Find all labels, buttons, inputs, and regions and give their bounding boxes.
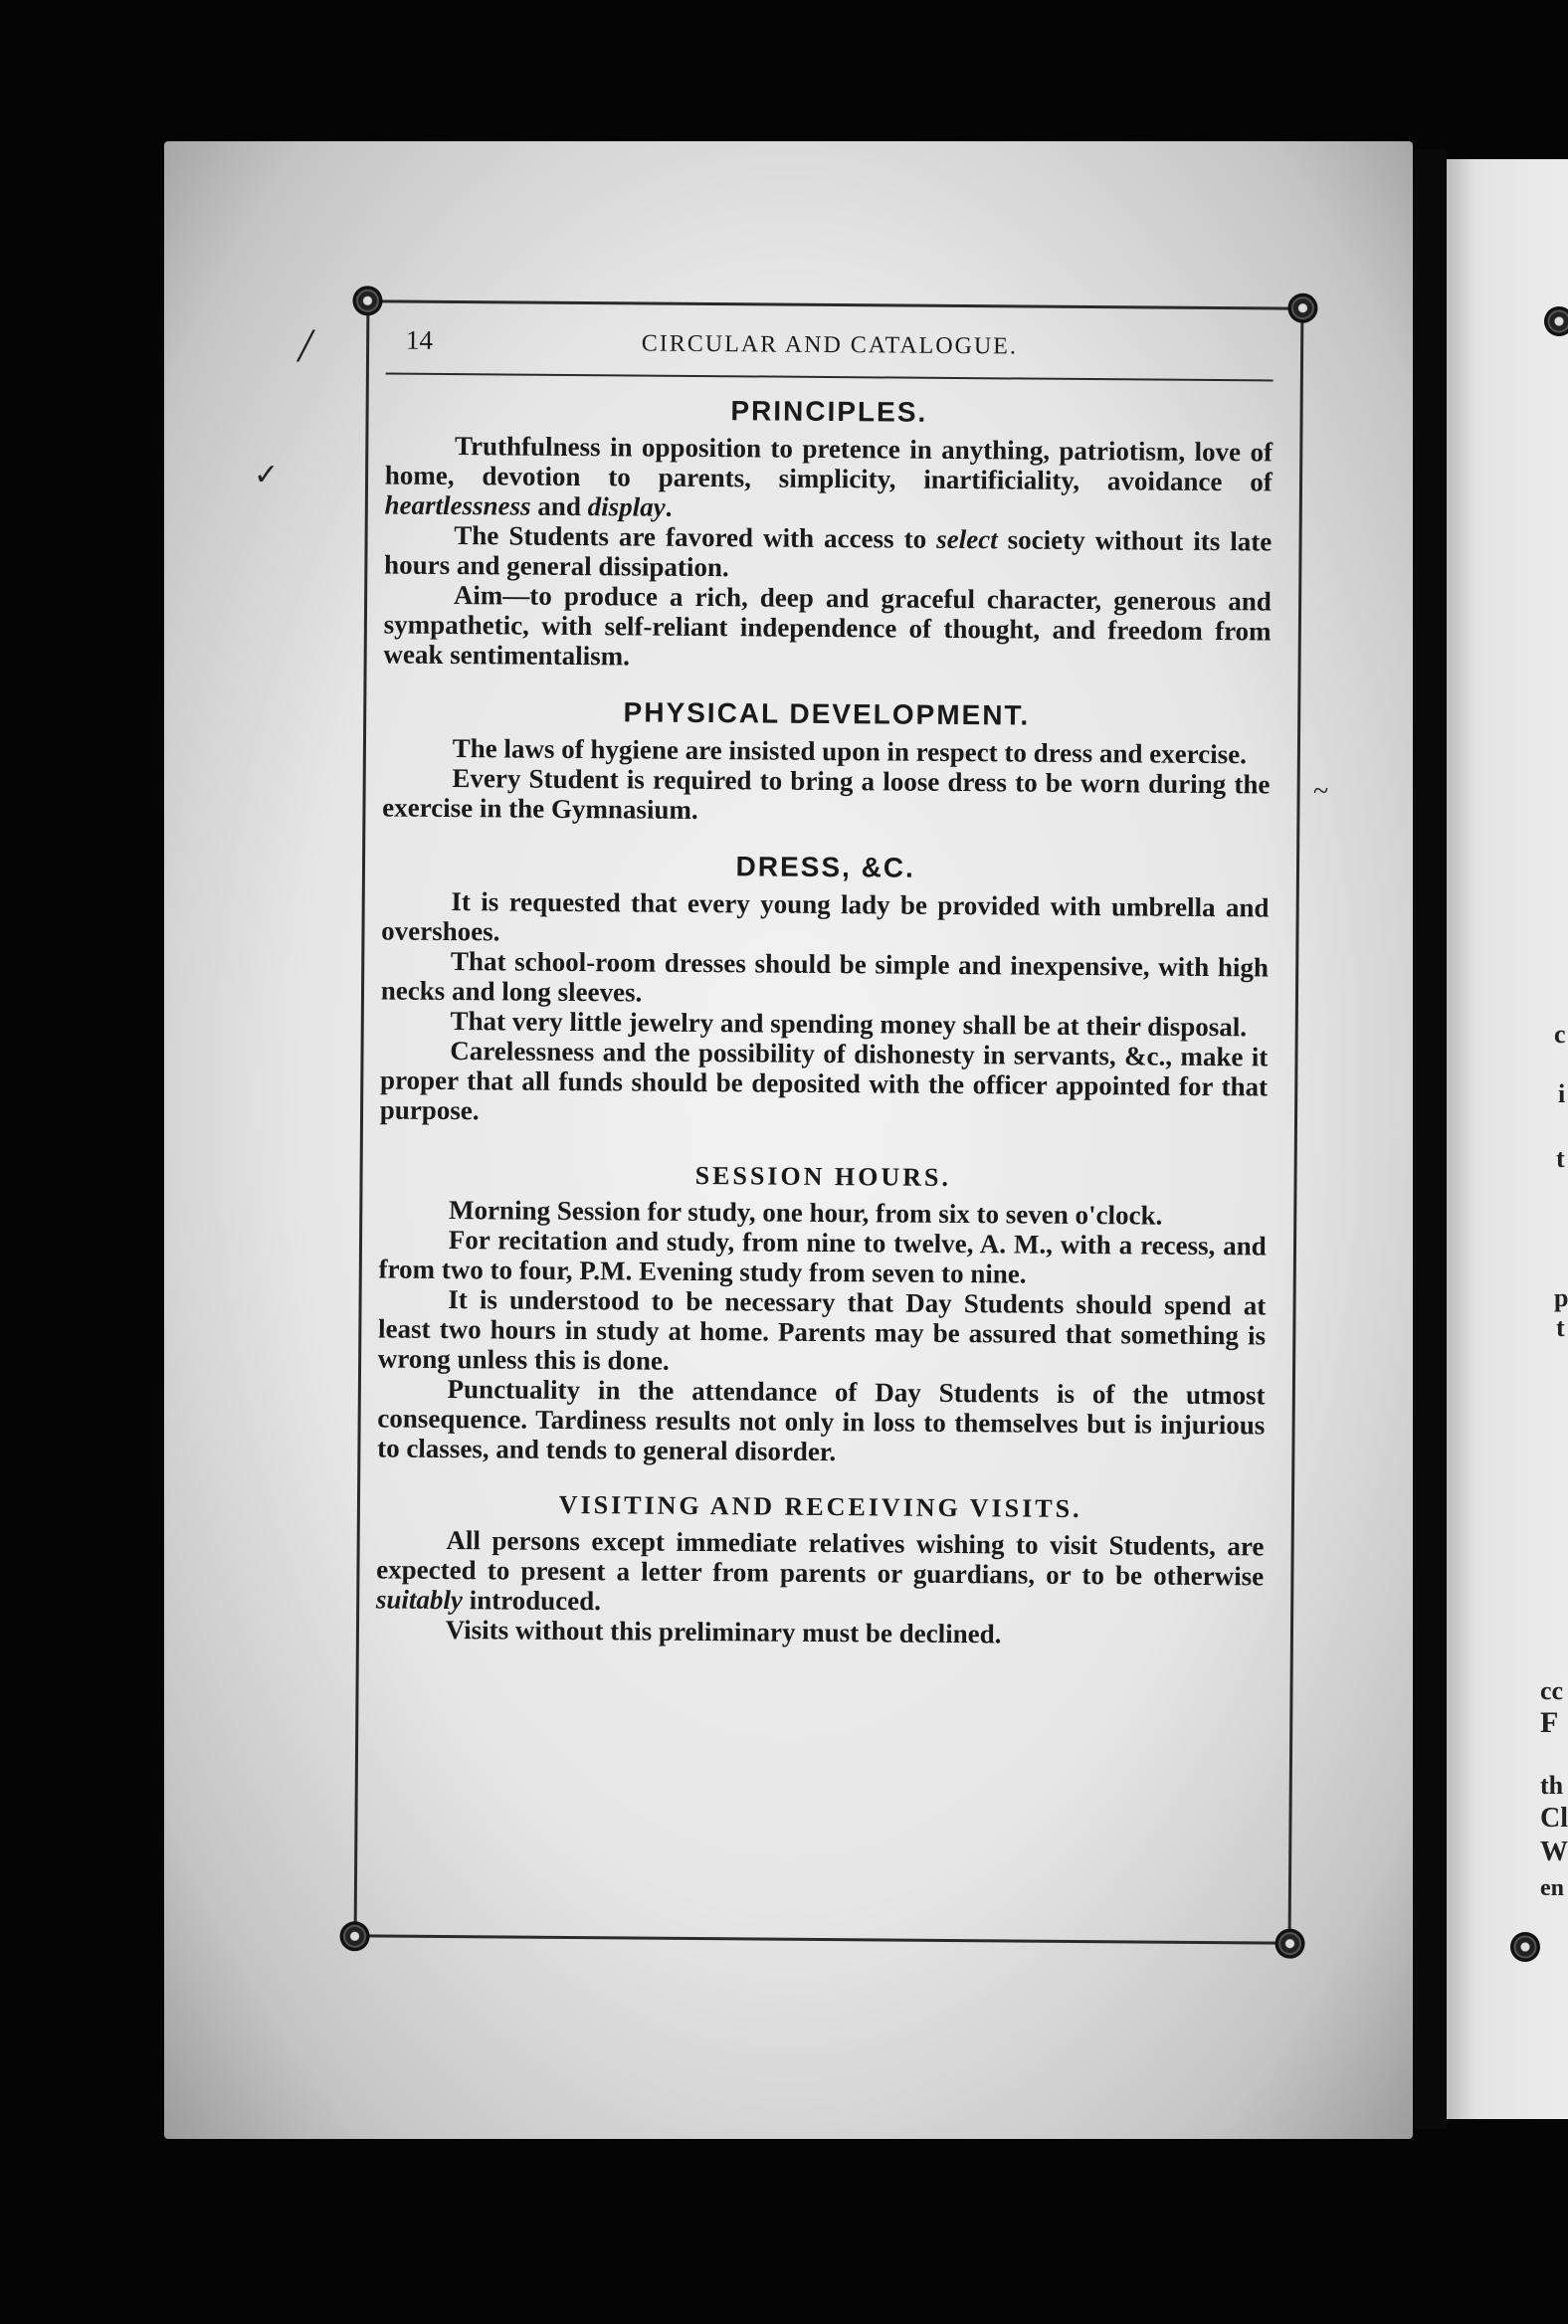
section-visiting — [376, 1488, 1265, 1650]
paragraph: That school-room dresses should be simple and inexpensive, with high necks and long sleeves. — [380, 946, 1270, 1008]
right-page-fragment: th — [1540, 1771, 1564, 1800]
section-heading: DRESS, &C. — [735, 851, 915, 883]
right-page-fragment: t — [1556, 1144, 1565, 1173]
page-header — [386, 324, 1274, 371]
paragraph: The Students are favored with access to select society without its late hours and general dissipation. — [384, 520, 1273, 583]
paragraph: Morning Session for study, one hour, from six to seven o'clock. — [448, 1195, 1163, 1231]
right-page-corner-ornament — [1544, 306, 1568, 336]
right-page-fragment: Cl — [1540, 1803, 1568, 1834]
section-physical-development — [382, 694, 1271, 829]
page-content — [376, 324, 1274, 1650]
running-title: CIRCULAR AND CATALOGUE. — [641, 330, 1019, 360]
paragraph: It is understood to be necessary that Day Students should spend at least two hours in study at home. Parents may be assured that something is wrong unless this is done. — [377, 1284, 1267, 1376]
paragraph: It is requested that every young lady be provided with umbrella and overshoes. — [381, 886, 1270, 947]
paragraph: Punctuality in the attendance of Day Students is of the utmost consequence. Tardiness results not only in loss to themselves but is injurious to classes, and tends to general disorder. — [377, 1374, 1266, 1467]
paragraph: That very little jewelry and spending money shall be at their disposal. — [450, 1006, 1248, 1043]
paragraph: Truthfulness in opposition to pretence in anything, patriotism, love of home, devotion to parents, simplicity, inartificiality, avoidance of heartlessness and display. — [384, 431, 1274, 522]
corner-ornament-bottom-left — [339, 1921, 369, 1951]
paragraph: For recitation and study, from nine to twelve, A. M., with a recess, and from two to four, P.M. Evening study from seven to nine. — [378, 1225, 1267, 1289]
section-dress — [380, 848, 1270, 1131]
corner-ornament-top-right — [1287, 293, 1317, 323]
margin-pencil-mark: ✓ — [254, 459, 280, 491]
header-rule — [386, 372, 1274, 381]
margin-pencil-mark: / — [298, 319, 312, 372]
page-number: 14 — [405, 324, 434, 355]
section-principles — [383, 392, 1273, 676]
right-page-fragment: i — [1558, 1079, 1566, 1108]
right-page-fragment: W — [1540, 1837, 1568, 1867]
right-page-fragment: p — [1554, 1283, 1568, 1312]
corner-ornament-bottom-right — [1274, 1929, 1304, 1959]
corner-ornament-top-left — [352, 286, 382, 315]
right-page-fragment: F — [1540, 1706, 1559, 1739]
paragraph: Every Student is required to bring a loose dress to be worn during the exercise in the Gymnasium. — [382, 763, 1271, 825]
right-page-fragment: c — [1554, 1020, 1566, 1049]
section-session-hours — [377, 1158, 1267, 1469]
paragraph: Visits without this preliminary must be declined. — [445, 1615, 1002, 1649]
margin-pencil-mark: ~ — [1313, 776, 1329, 807]
section-heading: PHYSICAL DEVELOPMENT. — [623, 696, 1031, 731]
right-page-fragment: en — [1540, 1875, 1564, 1901]
paragraph: All persons except immediate relatives wishing to visit Students, are expected to present a letter from parents or guardians, or to be otherwise suitably introduced. — [375, 1525, 1265, 1617]
right-page-fragment: t — [1556, 1313, 1565, 1342]
right-page-fragment: cc — [1540, 1676, 1564, 1705]
right-page-corner-ornament — [1510, 1932, 1540, 1962]
paragraph: The laws of hygiene are insisted upon in respect to dress and exercise. — [452, 733, 1248, 770]
paragraph: Aim—to produce a rich, deep and graceful character, generous and sympathetic, with self-reliant independence of thought, and freedom from weak sentimentalism. — [383, 580, 1272, 672]
section-heading: PRINCIPLES. — [730, 395, 928, 428]
page-gutter — [1413, 149, 1447, 2129]
section-heading: SESSION HOURS. — [694, 1160, 952, 1192]
paragraph: Carelessness and the possibility of dishonesty in servants, &c., make it proper that all funds should be deposited with the officer appointed for that purpose. — [379, 1036, 1269, 1126]
section-heading: VISITING AND RECEIVING VISITS. — [558, 1489, 1082, 1524]
